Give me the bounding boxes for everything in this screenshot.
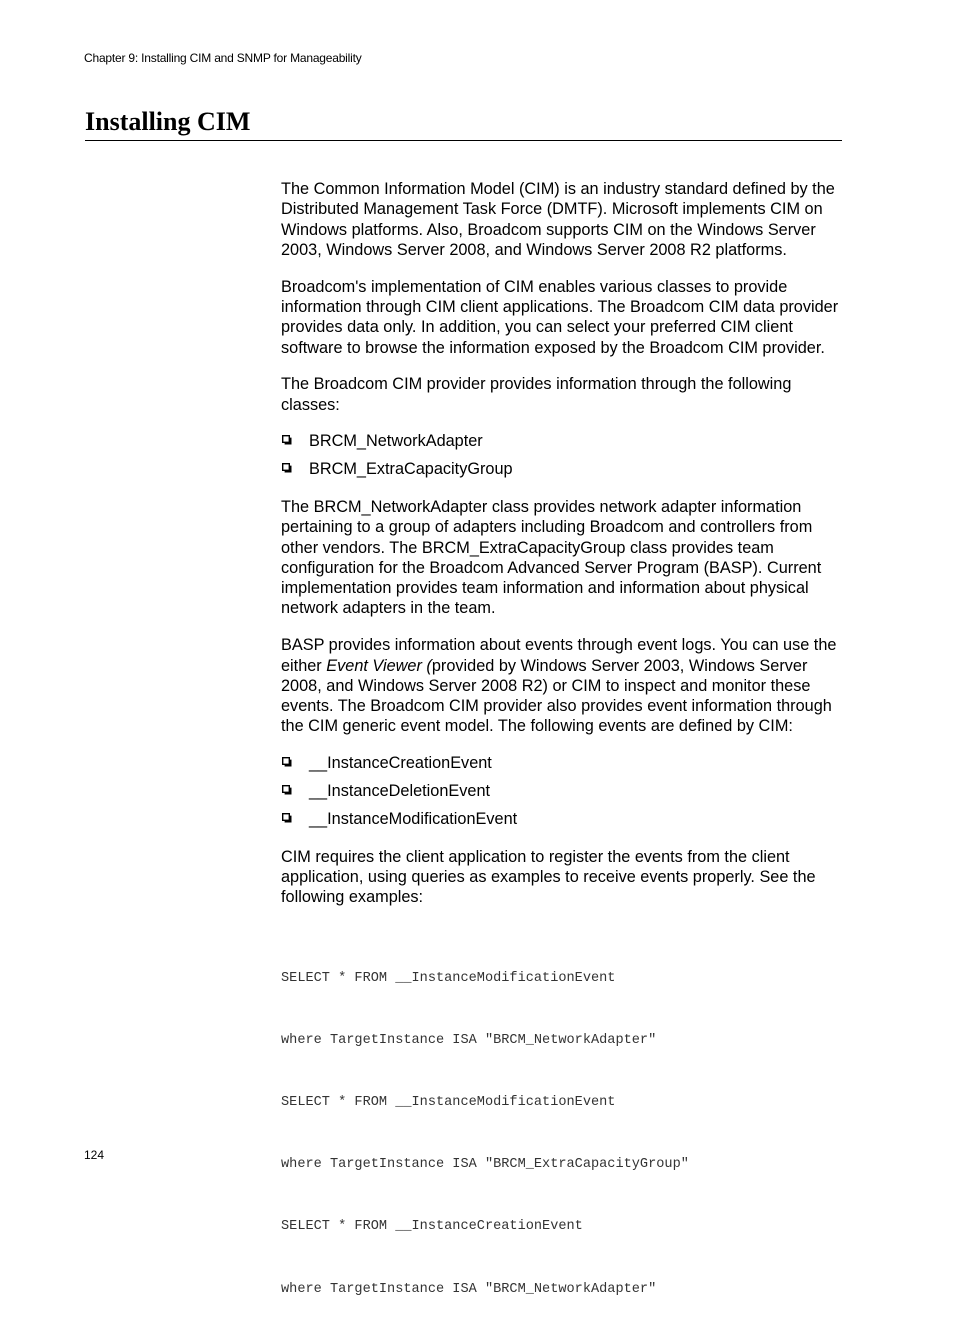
paragraph-register-events: CIM requires the client application to register the events from the client application, using queries as examples to receive events properly. See the following examples: [281,847,816,907]
list-item-text: __InstanceModificationEvent [309,810,518,829]
body-column [281,179,843,1342]
paragraph-basp-events-part1: BASP provides information about events through event logs. You can use the either [281,636,837,675]
classes-list [281,431,843,480]
paragraph-broadcom-implementation: Broadcom's implementation of CIM enables various classes to provide information through CIM client applications. The Broadcom CIM data provider provides data only. In addition, you can select your preferred CIM client software to browse the information exposed by the Broadcom CIM provider. [281,277,839,357]
paragraph-class-description: The BRCM_NetworkAdapter class provides network adapter information pertaining to a group of adapters including Broadcom and controllers from other vendors. The BRCM_ExtraCapacityGroup class provides team configuration for the Broadcom Advanced Server Program (BASP). Current implementation provides team information and information about physical network adapters in the team. [281,497,822,618]
list-item-text: BRCM_ExtraCapacityGroup [309,460,513,479]
list-item-text: BRCM_NetworkAdapter [309,432,483,451]
event-viewer-term: Event Viewer ( [326,656,432,675]
checkbox-square-icon [282,785,292,795]
checkbox-square-icon [282,463,292,473]
checkbox-square-icon [282,757,292,767]
code-line: SELECT * FROM __InstanceModificationEvent [281,1095,616,1111]
paragraph-basp-events [281,635,843,736]
list-item [281,431,843,459]
list-item-text: __InstanceDeletionEvent [309,782,491,801]
list-item [281,459,843,480]
paragraph-cim-intro: The Common Information Model (CIM) is an industry standard defined by the Distributed Management Task Force (DMTF). Microsoft implements CIM on Windows platforms. Also, Broadcom supports CIM on the Windows Server 2003, Windows Server 2008, and Windows Server 2008 R2 platforms. [281,180,835,259]
running-header: Chapter 9: Installing CIM and SNMP for Manageability [84,51,362,65]
checkbox-square-icon [282,813,292,823]
code-line: where TargetInstance ISA "BRCM_NetworkAdapter" [281,1033,657,1049]
paragraph-basp-events-part2: provided by Windows Server 2003, Windows Server 2008, and Windows Server 2008 R2) or CIM to inspect and monitor these events. The Broadcom CIM provider also provides event information through the CIM generic event model. The following events are defined by CIM: [281,656,832,736]
code-line: where TargetInstance ISA "BRCM_ExtraCapacityGroup" [281,1157,689,1173]
list-item [281,809,843,830]
events-list [281,753,843,830]
checkbox-square-icon [282,435,292,445]
paragraph-classes-intro: The Broadcom CIM provider provides information through the following classes: [281,375,792,414]
code-line: SELECT * FROM __InstanceCreationEvent [281,1219,583,1235]
code-line: SELECT * FROM __InstanceModificationEvent [281,971,616,987]
section-title: Installing CIM [85,107,251,136]
code-line: where TargetInstance ISA "BRCM_NetworkAdapter" [281,1281,657,1297]
page-number: 124 [84,1148,105,1162]
list-item [281,753,843,781]
list-item [281,781,843,809]
code-block [281,928,843,1342]
list-item-text: __InstanceCreationEvent [309,754,492,773]
title-rule [85,140,842,141]
